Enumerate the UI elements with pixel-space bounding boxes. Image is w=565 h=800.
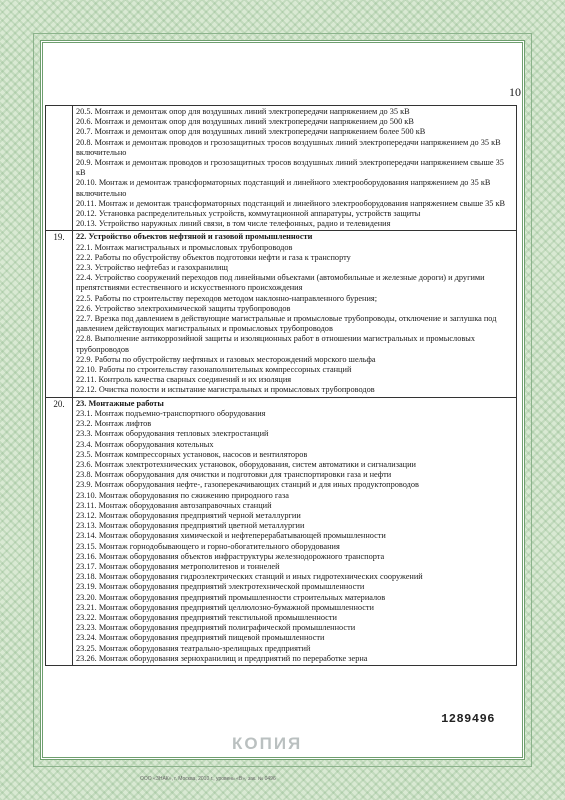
activity-item: 23.20. Монтаж оборудования предприятий промышленности строительных материалов bbox=[76, 592, 386, 602]
activity-item: 20.12. Установка распределительных устройств, коммутационной аппаратуры, устройств защиты bbox=[76, 209, 421, 219]
activity-item: 23.12. Монтаж оборудования предприятий черной металлургии bbox=[76, 510, 301, 520]
activity-item: 23.8. Монтаж оборудования для очистки и подготовки для транспортировки газа и нефти bbox=[76, 470, 392, 480]
activity-item: 23.2. Монтаж лифтов bbox=[76, 419, 152, 429]
activity-item: 20.7. Монтаж и демонтаж опор для воздушных линий электропередачи напряжением более 500 кВ bbox=[76, 127, 426, 137]
activity-item: 20.6. Монтаж и демонтаж опор для воздушных линий электропередачи напряжением до 500 кВ bbox=[76, 117, 414, 127]
activity-item: 20.10. Монтаж и демонтаж трансформаторных подстанций и линейного электрооборудования напряжением до 35 кВ включительно bbox=[76, 178, 491, 198]
section-header: 23. Монтажные работы bbox=[76, 398, 164, 408]
activity-item: 22.10. Работы по строительству газонаполнительных компрессорных станций bbox=[76, 365, 352, 375]
activity-item: 23.18. Монтаж оборудования гидроэлектрических станций и иных гидротехнических сооружений bbox=[76, 572, 423, 582]
activity-item: 20.13. Устройство наружных линий связи, в том числе телефонных, радио и телевидения bbox=[76, 219, 391, 229]
activity-item: 22.4. Устройство сооружений переходов под линейными объектами (автомобильные и железные дороги) и другими препятствиями естественного и искусственного происхождения bbox=[76, 273, 485, 293]
copy-stamp: КОПИЯ bbox=[232, 734, 303, 753]
activity-item: 23.4. Монтаж оборудования котельных bbox=[76, 439, 214, 449]
activity-item: 23.19. Монтаж оборудования предприятий электротехнической промышленности bbox=[76, 582, 365, 592]
activity-item: 23.17. Монтаж оборудования метрополитенов и тоннелей bbox=[76, 561, 280, 571]
row-number: 20. bbox=[46, 397, 73, 665]
activity-item: 23.26. Монтаж оборудования зернохранилищ и предприятий по переработке зерна bbox=[76, 653, 368, 663]
activity-item: 22.1. Монтаж магистральных и промысловых трубопроводов bbox=[76, 242, 293, 252]
activity-item: 22.7. Врезка под давлением в действующие магистральные и промысловые трубопроводы, отключение и заглушка под давлением действующих магистральных и промысловых трубопроводов bbox=[76, 314, 497, 334]
section-row bbox=[46, 231, 517, 397]
activity-item: 22.11. Контроль качества сварных соединений и их изоляция bbox=[76, 375, 292, 385]
activity-item: 23.15. Монтаж горнодобывающего и горно-обогатительного оборудования bbox=[76, 541, 340, 551]
activity-item: 20.5. Монтаж и демонтаж опор для воздушных линий электропередачи напряжением до 35 кВ bbox=[76, 107, 410, 116]
activity-item: 23.13. Монтаж оборудования предприятий цветной металлургии bbox=[76, 521, 305, 531]
activity-item: 23.21. Монтаж оборудования предприятий целлюлозно-бумажной промышленности bbox=[76, 602, 374, 612]
row-number bbox=[46, 106, 73, 231]
activity-item: 20.11. Монтаж и демонтаж трансформаторных подстанций и линейного электрооборудования напряжением свыше 35 кВ bbox=[76, 198, 506, 208]
section-content bbox=[73, 397, 517, 665]
section-content bbox=[73, 231, 517, 397]
activity-item: 23.11. Монтаж оборудования автозаправочных станций bbox=[76, 500, 272, 510]
serial-number: 1289496 bbox=[441, 712, 495, 726]
activity-item: 22.2. Работы по обустройству объектов подготовки нефти и газа к транспорту bbox=[76, 252, 351, 262]
activity-item: 23.3. Монтаж оборудования тепловых электростанций bbox=[76, 429, 269, 439]
printer-imprint: ООО «ЗНАК», г. Москва, 2010 г., уровень «В», зак. № 0496 bbox=[140, 776, 276, 782]
activity-item: 22.9. Работы по обустройству нефтяных и газовых месторождений морского шельфа bbox=[76, 354, 376, 364]
license-activities-table bbox=[45, 105, 517, 666]
activity-item: 23.5. Монтаж компрессорных установок, насосов и вентиляторов bbox=[76, 449, 308, 459]
section-content bbox=[73, 106, 517, 231]
section-row bbox=[46, 397, 517, 665]
section-row bbox=[46, 106, 517, 231]
section-header: 22. Устройство объектов нефтяной и газовой промышленности bbox=[76, 232, 313, 242]
page-number: 10 bbox=[509, 85, 521, 99]
activity-item: 23.22. Монтаж оборудования предприятий текстильной промышленности bbox=[76, 612, 337, 622]
activity-item: 23.23. Монтаж оборудования предприятий полиграфической промышленности bbox=[76, 623, 356, 633]
activity-item: 22.8. Выполнение антикоррозийной защиты и изоляционных работ в отношении магистральных и промысловых трубопроводов bbox=[76, 334, 475, 354]
activity-item: 23.1. Монтаж подъемно-транспортного оборудования bbox=[76, 408, 266, 418]
activity-item: 23.16. Монтаж оборудования объектов инфраструктуры железнодорожного транспорта bbox=[76, 551, 385, 561]
activity-item: 23.24. Монтаж оборудования предприятий пищевой промышленности bbox=[76, 633, 325, 643]
activity-item: 23.9. Монтаж оборудования нефте-, газоперекачивающих станций и для иных продуктопроводов bbox=[76, 480, 419, 490]
activity-item: 23.14. Монтаж оборудования химической и нефтеперерабатывающей промышленности bbox=[76, 531, 386, 541]
activity-item: 23.6. Монтаж электротехнических установок, оборудования, систем автоматики и сигнализации bbox=[76, 459, 416, 469]
activity-item: 23.25. Монтаж оборудования театрально-зрелищных предприятий bbox=[76, 643, 311, 653]
activity-item: 22.6. Устройство электрохимической защиты трубопроводов bbox=[76, 303, 291, 313]
activity-item: 22.3. Устройство нефтебаз и газохранилищ bbox=[76, 263, 228, 273]
activity-item: 22.5. Работы по строительству переходов методом наклонно-направленного бурения; bbox=[76, 293, 378, 303]
activity-item: 20.8. Монтаж и демонтаж проводов и грозозащитных тросов воздушных линий электропередачи напряжением до 35 кВ включительно bbox=[76, 137, 501, 157]
activity-item: 23.10. Монтаж оборудования по сжижению природного газа bbox=[76, 490, 289, 500]
activity-item: 22.12. Очистка полости и испытание магистральных и промысловых трубопроводов bbox=[76, 385, 375, 395]
activity-item: 20.9. Монтаж и демонтаж проводов и грозозащитных тросов воздушных линий электропередачи напряжением свыше 35 кВ bbox=[76, 158, 504, 178]
row-number: 19. bbox=[46, 231, 73, 397]
